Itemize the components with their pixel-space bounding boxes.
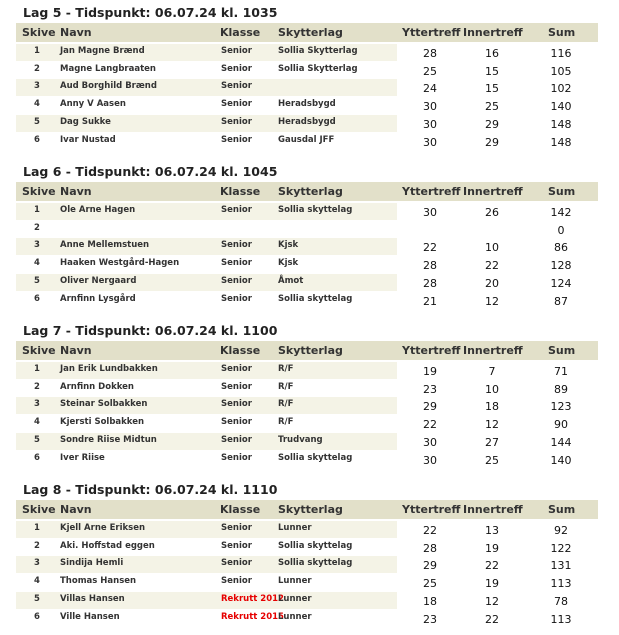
cell-klasse: Senior — [221, 63, 252, 74]
cell-skytterlag: R/F — [278, 399, 294, 410]
table-row — [16, 574, 598, 591]
cell-yttertreff: 30 — [423, 206, 437, 219]
cell-yttertreff: 28 — [423, 276, 437, 290]
cell-skive: 5 — [34, 275, 40, 286]
cell-klasse: Senior — [221, 258, 252, 269]
cell-skive: 5 — [34, 593, 40, 604]
cell-skive: 6 — [34, 611, 40, 622]
cell-navn: Aud Borghild Brænd — [60, 81, 157, 92]
cell-yttertreff: 22 — [423, 418, 437, 432]
cell-navn: Ivar Nustad — [60, 134, 116, 145]
table-header — [16, 182, 598, 201]
cell-navn: Dag Sukke — [60, 116, 111, 127]
table-header — [16, 341, 598, 360]
cell-sum: 122 — [550, 541, 572, 555]
table-row — [16, 292, 598, 309]
cell-yttertreff: 29 — [423, 400, 437, 414]
cell-yttertreff: 30 — [423, 100, 437, 114]
header-skive: Skive — [22, 185, 56, 198]
cell-navn: Thomas Hansen — [60, 576, 137, 587]
table-row — [16, 203, 598, 220]
header-skive: Skive — [22, 503, 56, 516]
cell-skytterlag: Heradsbygd — [278, 99, 336, 110]
header-klasse: Klasse — [220, 503, 261, 516]
cell-sum: 71 — [554, 365, 568, 378]
cell-skytterlag: Heradsbygd — [278, 116, 336, 127]
cell-skive: 5 — [34, 116, 40, 127]
cell-innertreff: 19 — [485, 577, 499, 591]
table-row — [16, 274, 598, 291]
cell-innertreff: 22 — [485, 612, 499, 626]
cell-sum: 148 — [550, 135, 572, 149]
cell-skytterlag: Kjsk — [278, 240, 299, 251]
cell-innertreff: 29 — [485, 135, 499, 149]
cell-klasse: Senior — [221, 116, 252, 127]
cell-skive: 2 — [34, 381, 40, 392]
table-row — [16, 539, 598, 556]
cell-yttertreff: 25 — [423, 577, 437, 591]
header-navn: Navn — [60, 344, 92, 357]
cell-skive: 1 — [34, 205, 40, 215]
cell-klasse: Senior — [221, 293, 252, 304]
cell-skive: 4 — [34, 258, 40, 269]
cell-skytterlag: Sollia Skytterlag — [278, 46, 358, 56]
cell-klasse: Rekrutt 2015 — [221, 611, 284, 622]
cell-yttertreff: 18 — [423, 594, 437, 608]
cell-skive: 6 — [34, 293, 40, 304]
header-klasse: Klasse — [220, 344, 261, 357]
table-row — [16, 62, 598, 79]
cell-navn: Iver Riise — [60, 452, 105, 463]
cell-sum: 105 — [550, 64, 572, 78]
header-yttertreff: Yttertreff — [402, 344, 461, 357]
cell-innertreff: 16 — [485, 47, 499, 60]
cell-yttertreff: 23 — [423, 382, 437, 396]
header-klasse: Klasse — [220, 26, 261, 39]
cell-innertreff: 22 — [485, 259, 499, 273]
table-row — [16, 521, 598, 538]
cell-innertreff: 19 — [485, 541, 499, 555]
cell-sum: 140 — [550, 453, 572, 467]
table-row — [16, 44, 598, 61]
cell-klasse: Senior — [221, 275, 252, 286]
cell-skive: 6 — [34, 452, 40, 463]
cell-sum: 128 — [550, 259, 572, 273]
cell-navn: Anne Mellemstuen — [60, 240, 150, 251]
cell-innertreff: 12 — [485, 418, 499, 432]
table-row — [16, 380, 598, 397]
cell-skytterlag: Sollia skyttelag — [278, 205, 353, 215]
cell-innertreff: 12 — [485, 294, 499, 308]
table-row — [16, 97, 598, 114]
header-sum: Sum — [548, 26, 576, 39]
cell-skytterlag: R/F — [278, 417, 294, 428]
group-title: Lag 6 - Tidspunkt: 06.07.24 kl. 1045 — [23, 164, 278, 179]
cell-klasse: Senior — [221, 134, 252, 145]
cell-innertreff: 7 — [488, 365, 496, 378]
cell-yttertreff: 30 — [423, 135, 437, 149]
header-navn: Navn — [60, 26, 92, 39]
cell-innertreff: 10 — [485, 382, 499, 396]
header-yttertreff: Yttertreff — [402, 185, 461, 198]
cell-skive: 1 — [34, 364, 40, 374]
table-row — [16, 256, 598, 273]
cell-skytterlag: Sollia skyttelag — [278, 293, 353, 304]
cell-innertreff: 22 — [485, 559, 499, 573]
table-row — [16, 115, 598, 132]
cell-yttertreff: 22 — [423, 524, 437, 537]
table-row — [16, 238, 598, 255]
cell-klasse: Senior — [221, 205, 252, 215]
cell-yttertreff: 23 — [423, 612, 437, 626]
cell-klasse: Senior — [221, 452, 252, 463]
cell-innertreff: 29 — [485, 117, 499, 131]
cell-navn: Arnfinn Lysgård — [60, 293, 136, 304]
cell-yttertreff: 28 — [423, 541, 437, 555]
header-innertreff: Innertreff — [463, 503, 523, 516]
cell-innertreff: 18 — [485, 400, 499, 414]
cell-skytterlag: Trudvang — [278, 434, 323, 445]
cell-yttertreff: 24 — [423, 82, 437, 96]
header-yttertreff: Yttertreff — [402, 503, 461, 516]
cell-yttertreff: 30 — [423, 435, 437, 449]
cell-sum: 113 — [550, 577, 572, 591]
cell-skive: 1 — [34, 46, 40, 56]
cell-sum: 90 — [554, 418, 568, 432]
cell-klasse: Senior — [221, 46, 252, 56]
header-yttertreff: Yttertreff — [402, 26, 461, 39]
cell-sum: 102 — [550, 82, 572, 96]
header-navn: Navn — [60, 185, 92, 198]
cell-klasse: Senior — [221, 540, 252, 551]
header-navn: Navn — [60, 503, 92, 516]
cell-navn: Kjell Arne Eriksen — [60, 523, 146, 533]
cell-skytterlag: Lunner — [278, 523, 312, 533]
cell-sum: 0 — [557, 223, 565, 237]
cell-innertreff: 20 — [485, 276, 499, 290]
header-innertreff: Innertreff — [463, 26, 523, 39]
table-header — [16, 500, 598, 519]
cell-skive: 2 — [34, 540, 40, 551]
cell-sum: 140 — [550, 100, 572, 114]
cell-innertreff: 26 — [485, 206, 499, 219]
table-row — [16, 79, 598, 96]
cell-skytterlag: R/F — [278, 364, 294, 374]
cell-klasse: Senior — [221, 523, 252, 533]
cell-navn: Oliver Nergaard — [60, 275, 137, 286]
cell-navn: Aki. Hoffstad eggen — [60, 540, 155, 551]
cell-sum: 131 — [550, 559, 572, 573]
cell-klasse: Senior — [221, 558, 252, 569]
cell-yttertreff: 29 — [423, 559, 437, 573]
cell-skive: 2 — [34, 63, 40, 74]
cell-sum: 123 — [550, 400, 572, 414]
cell-klasse: Senior — [221, 434, 252, 445]
cell-yttertreff: 21 — [423, 294, 437, 308]
cell-yttertreff: 30 — [423, 117, 437, 131]
cell-skytterlag: Kjsk — [278, 258, 299, 269]
cell-klasse: Senior — [221, 99, 252, 110]
cell-navn: Haaken Westgård-Hagen — [60, 258, 180, 269]
table-row — [16, 451, 598, 468]
cell-klasse: Rekrutt 2012 — [221, 593, 284, 604]
header-innertreff: Innertreff — [463, 344, 523, 357]
cell-skive: 5 — [34, 434, 40, 445]
cell-yttertreff: 25 — [423, 64, 437, 78]
cell-innertreff: 25 — [485, 453, 499, 467]
header-klasse: Klasse — [220, 185, 261, 198]
cell-skytterlag: Lunner — [278, 576, 312, 587]
cell-klasse: Senior — [221, 364, 252, 374]
header-sum: Sum — [548, 503, 576, 516]
header-skive: Skive — [22, 344, 56, 357]
group-title: Lag 7 - Tidspunkt: 06.07.24 kl. 1100 — [23, 323, 278, 338]
header-skytterlag: Skytterlag — [278, 344, 343, 357]
cell-sum: 116 — [550, 47, 572, 60]
cell-yttertreff: 28 — [423, 47, 437, 60]
cell-navn: Anny V Aasen — [60, 99, 126, 110]
cell-navn: Kjersti Solbakken — [60, 417, 145, 428]
cell-klasse: Senior — [221, 240, 252, 251]
cell-navn: Sondre Riise Midtun — [60, 434, 157, 445]
cell-skytterlag: Åmot — [278, 275, 304, 286]
cell-yttertreff: 19 — [423, 365, 437, 378]
group-title: Lag 5 - Tidspunkt: 06.07.24 kl. 1035 — [23, 5, 278, 20]
cell-navn: Steinar Solbakken — [60, 399, 148, 410]
cell-sum: 87 — [554, 294, 568, 308]
table-row — [16, 433, 598, 450]
cell-navn: Jan Erik Lundbakken — [60, 364, 158, 374]
cell-skive: 3 — [34, 81, 40, 92]
group-title: Lag 8 - Tidspunkt: 06.07.24 kl. 1110 — [23, 482, 278, 497]
cell-navn: Ole Arne Hagen — [60, 205, 136, 215]
cell-sum: 124 — [550, 276, 572, 290]
cell-skive: 3 — [34, 399, 40, 410]
cell-sum: 92 — [554, 524, 568, 537]
cell-yttertreff: 22 — [423, 241, 437, 255]
cell-navn: Jan Magne Brænd — [60, 46, 145, 56]
cell-innertreff: 25 — [485, 100, 499, 114]
cell-navn: Arnfinn Dokken — [60, 381, 134, 392]
header-skytterlag: Skytterlag — [278, 185, 343, 198]
cell-klasse: Senior — [221, 417, 252, 428]
cell-innertreff: 10 — [485, 241, 499, 255]
table-header — [16, 23, 598, 42]
header-innertreff: Innertreff — [463, 185, 523, 198]
table-row — [16, 592, 598, 609]
table-row — [16, 362, 598, 379]
cell-navn: Villas Hansen — [60, 593, 125, 604]
cell-skive: 2 — [34, 222, 40, 233]
table-row — [16, 221, 598, 238]
cell-navn: Ville Hansen — [60, 611, 120, 622]
cell-sum: 113 — [550, 612, 572, 626]
cell-sum: 78 — [554, 594, 568, 608]
cell-innertreff: 15 — [485, 64, 499, 78]
cell-sum: 142 — [550, 206, 572, 219]
table-row — [16, 556, 598, 573]
header-skive: Skive — [22, 26, 56, 39]
cell-skive: 6 — [34, 134, 40, 145]
cell-skive: 4 — [34, 99, 40, 110]
cell-skytterlag: Lunner — [278, 593, 312, 604]
cell-skytterlag: Sollia skyttelag — [278, 452, 353, 463]
table-row — [16, 415, 598, 432]
cell-navn: Sindija Hemli — [60, 558, 124, 569]
cell-klasse: Senior — [221, 381, 252, 392]
cell-sum: 86 — [554, 241, 568, 255]
table-row — [16, 610, 598, 627]
cell-skytterlag: R/F — [278, 381, 294, 392]
cell-yttertreff: 30 — [423, 453, 437, 467]
table-row — [16, 397, 598, 414]
cell-klasse: Senior — [221, 81, 252, 92]
cell-skive: 3 — [34, 558, 40, 569]
cell-skive: 3 — [34, 240, 40, 251]
cell-skytterlag: Sollia skyttelag — [278, 558, 353, 569]
header-skytterlag: Skytterlag — [278, 503, 343, 516]
cell-yttertreff: 28 — [423, 259, 437, 273]
cell-skytterlag: Gausdal JFF — [278, 134, 335, 145]
cell-skive: 4 — [34, 417, 40, 428]
cell-skytterlag: Lunner — [278, 611, 312, 622]
cell-skytterlag: Sollia Skytterlag — [278, 63, 358, 74]
table-row — [16, 133, 598, 150]
cell-skytterlag: Sollia skyttelag — [278, 540, 353, 551]
cell-navn: Magne Langbraaten — [60, 63, 156, 74]
header-sum: Sum — [548, 185, 576, 198]
cell-skive: 4 — [34, 576, 40, 587]
cell-innertreff: 13 — [485, 524, 499, 537]
cell-sum: 144 — [550, 435, 572, 449]
header-skytterlag: Skytterlag — [278, 26, 343, 39]
cell-innertreff: 12 — [485, 594, 499, 608]
cell-klasse: Senior — [221, 399, 252, 410]
cell-sum: 89 — [554, 382, 568, 396]
cell-sum: 148 — [550, 117, 572, 131]
cell-innertreff: 15 — [485, 82, 499, 96]
cell-klasse: Senior — [221, 576, 252, 587]
cell-innertreff: 27 — [485, 435, 499, 449]
cell-skive: 1 — [34, 523, 40, 533]
header-sum: Sum — [548, 344, 576, 357]
